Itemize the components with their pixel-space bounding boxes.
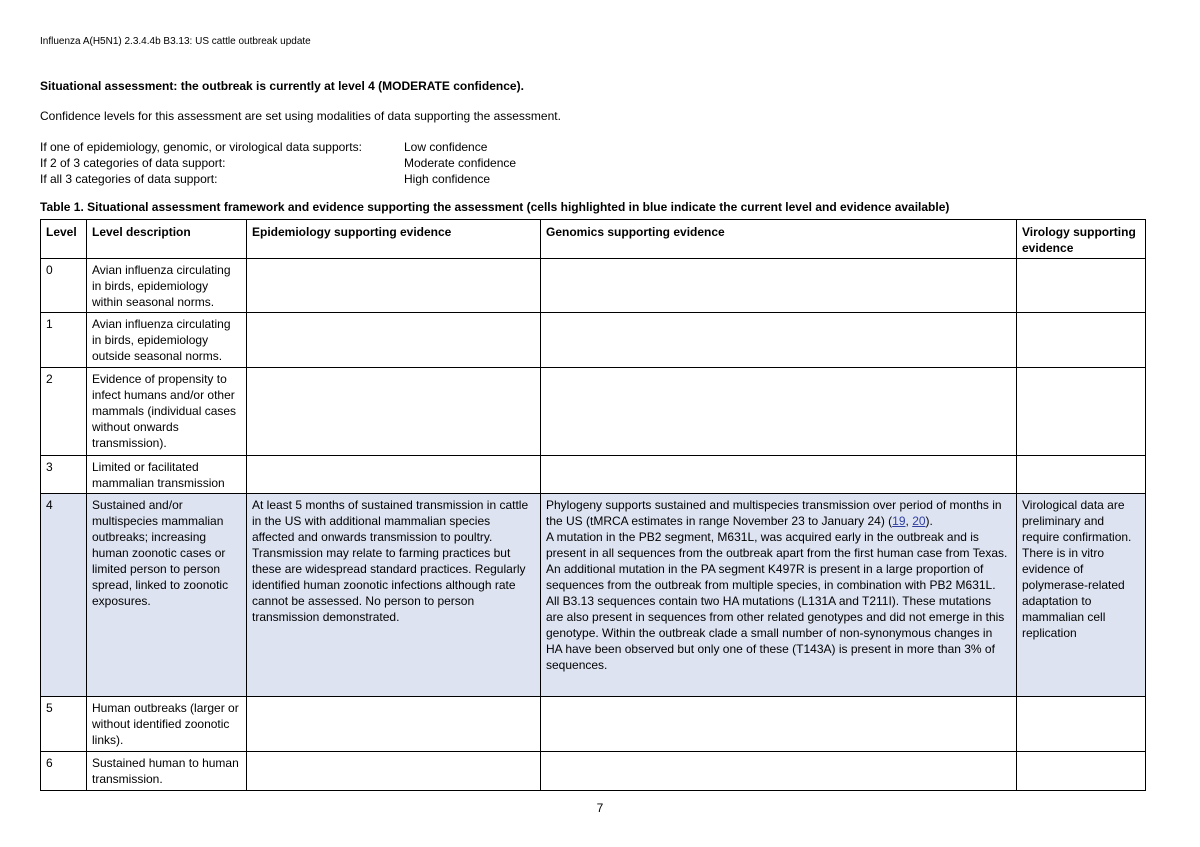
header-level: Level xyxy=(41,220,87,259)
genomics-cell xyxy=(541,259,1017,313)
table-row xyxy=(41,752,1146,791)
virology-cell xyxy=(1017,456,1146,494)
virology-cell xyxy=(1017,752,1146,791)
page-number: 7 xyxy=(596,801,604,815)
table-row xyxy=(41,368,1146,456)
criteria-condition: If all 3 categories of data support: xyxy=(40,172,218,186)
level-cell: 3 xyxy=(41,456,87,494)
criteria-level: Moderate confidence xyxy=(404,156,517,170)
criteria-row xyxy=(40,171,516,187)
level-cell: 1 xyxy=(41,313,87,368)
virology-cell: Virological data are preliminary and require confirmation. There is in vitro evidence of polymerase-related adaptation to mammalian cell replication xyxy=(1017,494,1146,697)
genomics-paragraph: A mutation in the PB2 segment, M631L, was acquired early in the outbreak and is present in all sequences from the outbreak apart from the first human case from Texas. An additional mutation in the PA segment K497R is present in a large proportion of sequences from the outbreak from multiple species, in combination with PB2 M631L. xyxy=(546,530,1008,592)
virology-cell xyxy=(1017,313,1146,368)
level-description-cell: Evidence of propensity to infect humans and/or other mammals (individual cases without onwards transmission). xyxy=(87,368,247,456)
running-header: Influenza A(H5N1) 2.3.4.4b B3.13: US cattle outbreak update xyxy=(40,36,311,47)
table-row xyxy=(41,259,1146,313)
table-caption: Table 1. Situational assessment framework and evidence supporting the assessment (cells highlighted in blue indicate the current level and evidence available) xyxy=(40,200,950,214)
criteria-condition: If one of epidemiology, genomic, or virological data supports: xyxy=(40,140,362,154)
criteria-row xyxy=(40,139,516,155)
reference-link[interactable]: 19 xyxy=(892,514,906,528)
table-row xyxy=(41,313,1146,368)
criteria-level: High confidence xyxy=(404,172,491,186)
epidemiology-cell xyxy=(247,697,541,752)
epidemiology-cell xyxy=(247,456,541,494)
genomics-cell xyxy=(541,494,1017,697)
criteria-row xyxy=(40,155,516,171)
level-description-cell: Avian influenza circulating in birds, epidemiology outside seasonal norms. xyxy=(87,313,247,368)
header-epidemiology: Epidemiology supporting evidence xyxy=(247,220,541,259)
genomics-cell xyxy=(541,752,1017,791)
criteria-level: Low confidence xyxy=(404,140,488,154)
level-cell: 6 xyxy=(41,752,87,791)
level-cell: 5 xyxy=(41,697,87,752)
epidemiology-cell xyxy=(247,368,541,456)
table-row xyxy=(41,456,1146,494)
intro-text: Confidence levels for this assessment are set using modalities of data supporting the assessment. xyxy=(40,109,561,123)
epidemiology-cell xyxy=(247,752,541,791)
level-description-cell: Human outbreaks (larger or without identified zoonotic links). xyxy=(87,697,247,752)
level-cell: 0 xyxy=(41,259,87,313)
header-level-description: Level description xyxy=(87,220,247,259)
header-virology: Virology supporting evidence xyxy=(1017,220,1146,259)
virology-cell xyxy=(1017,259,1146,313)
header-genomics: Genomics supporting evidence xyxy=(541,220,1017,259)
table-header-row xyxy=(41,220,1146,259)
assessment-framework-table xyxy=(40,219,1146,791)
level-cell: 2 xyxy=(41,368,87,456)
genomics-paragraph: All B3.13 sequences contain two HA mutations (L131A and T211I). These mutations are also present in sequences from other related genotypes and did not emerge in this genotype. Within the outbreak clade a small number of non-synonymous changes in HA have been observed but only one of these (T143A) is present in more than 3% of sequences. xyxy=(546,594,1005,672)
level-description-cell: Sustained and/or multispecies mammalian outbreaks; increasing human zoonotic cases or limited person to person spread, linked to zoonotic exposures. xyxy=(87,494,247,697)
reference-link[interactable]: 20 xyxy=(912,514,926,528)
genomics-paragraph: Phylogeny supports sustained and multispecies transmission over period of months in the US (tMRCA estimates in range November 23 to January 24) (19, 20). xyxy=(546,498,1002,528)
virology-cell xyxy=(1017,697,1146,752)
genomics-cell xyxy=(541,456,1017,494)
level-cell: 4 xyxy=(41,494,87,697)
genomics-cell xyxy=(541,368,1017,456)
virology-cell xyxy=(1017,368,1146,456)
genomics-cell xyxy=(541,697,1017,752)
epidemiology-cell xyxy=(247,259,541,313)
criteria-condition: If 2 of 3 categories of data support: xyxy=(40,156,226,170)
table-row-current-level xyxy=(41,494,1146,697)
confidence-criteria xyxy=(40,139,516,187)
assessment-title: Situational assessment: the outbreak is currently at level 4 (MODERATE confidence). xyxy=(40,79,524,93)
level-description-cell: Sustained human to human transmission. xyxy=(87,752,247,791)
epidemiology-cell xyxy=(247,313,541,368)
epidemiology-cell: At least 5 months of sustained transmission in cattle in the US with additional mammalian species affected and onwards transmission to poultry. Transmission may relate to farming practices but these are widespread standard practices. Regularly identified human zoonotic infections although rate cannot be assessed. No person to person transmission demonstrated. xyxy=(247,494,541,697)
level-description-cell: Limited or facilitated mammalian transmission xyxy=(87,456,247,494)
table-row xyxy=(41,697,1146,752)
genomics-cell xyxy=(541,313,1017,368)
level-description-cell: Avian influenza circulating in birds, epidemiology within seasonal norms. xyxy=(87,259,247,313)
